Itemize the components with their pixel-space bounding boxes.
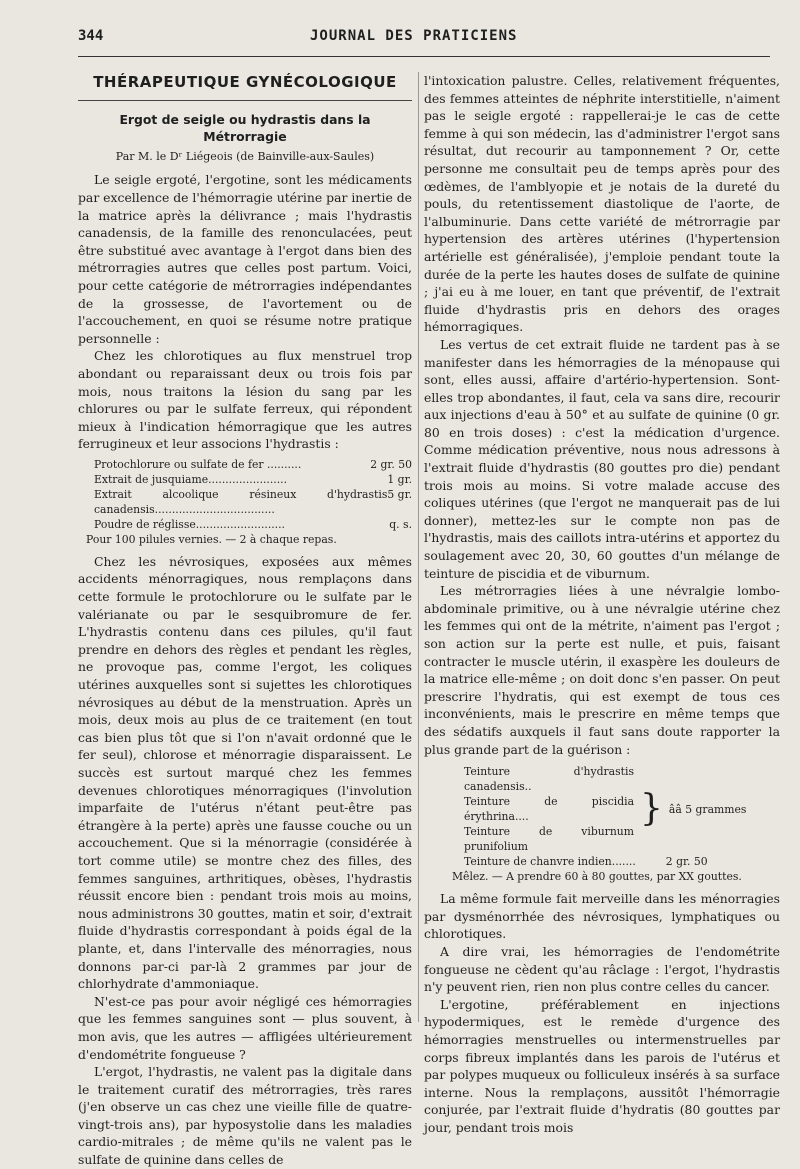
ingredient: Protochlorure ou sulfate de fer .......... xyxy=(94,457,302,471)
prescription-line xyxy=(464,854,780,869)
ingredient: Teinture de piscidia érythrina.... xyxy=(464,795,634,824)
journal-title: JOURNAL DES PRATICIENS xyxy=(310,28,518,44)
ingredient: Poudre de réglisse.......................... xyxy=(94,517,285,531)
section-rule xyxy=(78,100,412,101)
paragraph: La même formule fait merveille dans les ménorragies par dysménorrhée des névrosiques, lymphatiques ou chlorotiques. xyxy=(424,891,780,942)
paragraph: L'ergotine, préférablement en injections hypodermiques, est le remède d'urgence des hémorragies menstruelles ou intermenstruelles par corps fibreux implantés dans les parois de l'utérus et par polypes muqueux ou folliculeux insérés à sa surface interne. Nous la remplaçons, aussitôt l'hémorragie conjurée, par l'extrait fluide d'hydratis (80 gouttes par jour, pendant trois mois xyxy=(424,996,780,1135)
paragraph: N'est-ce pas pour avoir négligé ces hémorragies que les femmes sanguines sont — plus souvent, à mon avis, que les autres — affligées ultérieurement d'endométrite fongueuse ? xyxy=(78,993,412,1062)
header-rule xyxy=(78,56,770,57)
ingredient: Teinture de chanvre indien....... xyxy=(464,855,636,869)
prescription-line xyxy=(78,487,412,517)
ingredient: Teinture de viburnum prunifolium xyxy=(464,825,634,854)
paragraph: Chez les chlorotiques au flux menstruel trop abondant ou reparaissant deux ou trois fois par mois, nous traitons la lésion du sang par les chlorures ou par le sulfate ferreux, qui répondent mieux à l'indication hémorragique que les autres ferrugineux et leur associons l'hydrastis : xyxy=(78,348,412,452)
prescription-line xyxy=(78,457,412,472)
page-header xyxy=(78,28,770,50)
ingredient: Teinture d'hydrastis canadensis.. xyxy=(464,765,634,794)
dose: 2 gr. 50 xyxy=(370,457,412,471)
paragraph: Les métrorragies liées à une névralgie lombo-abdominale primitive, ou à une névralgie utérine chez les femmes qui ont de la métrite, n'aiment pas l'ergot ; son action sur la perte est nulle, et puis, faisant contracter le muscle utérin, il exaspère les douleurs de la matrice elle-même ; on doit donc s'en passer. On peut prescrire l'hydratis, qui est exempt de tous ces inconvénients, mais le prescrire en même temps que des sédatifs auxquels il faut sans doute rapporter la plus grande part de la guérison : xyxy=(424,583,780,757)
dose: q. s. xyxy=(389,517,412,531)
article-byline: Par M. le Dʳ Liégeois (de Bainville-aux-Saules) xyxy=(115,149,375,163)
dose: ââ 5 grammes xyxy=(668,802,747,816)
left-column xyxy=(78,72,412,1169)
prescription-line xyxy=(78,472,412,487)
dose: 5 gr. xyxy=(387,487,412,501)
ingredient: Extrait de jusquiame....................... xyxy=(94,472,288,486)
ingredient: Extrait alcoolique résineux d'hydrastis canadensis................................... xyxy=(94,487,388,516)
paragraph: Les vertus de cet extrait fluide ne tardent pas à se manifester dans les hémorragies de la ménopause qui sont, elles aussi, affaire d'artério-hypertension. Sont-elles trop abondantes, il faut, cela va sans dire, recourir aux injections d'eau à 50° et au sulfate de quinine (0 gr. 80 en trois doses) : c'est la médication d'urgence. Comme médication préventive, nous nous adressons à l'extrait fluide d'hydrastis (80 gouttes pro die) pendant trois mois au moins. Si votre malade accuse des coliques utérines (que l'ergot ne manquerait pas de lui donner), mettez-les sur le compte non pas de l'hydrastis, mais des caillots intra-utérins et apportez du soulagement avec 20, 30, 60 gouttes d'un mélange de teinture de piscidia et de viburnum. xyxy=(424,336,780,581)
paragraph: l'intoxication palustre. Celles, relativement fréquentes, des femmes atteintes de néphrite interstitielle, n'aiment pas le seigle ergoté : rappellerai-je le cas de cette femme à qui son médecin, las d'administrer l'ergot sans résultat, dut recourir au tamponnement ? Or, cette personne me consultait peu de temps après pour des œdèmes, de l'amblyopie et je notais de la dureté du pouls, du retentissement diastolique de l'aorte, de l'albuminurie. Dans cette variété de métrorragie par hypertension des artères utérines (l'hypertension artérielle est généralisée), j'emploie pendant toute la durée de la perte les hautes doses de sulfate de quinine ; j'ai eu à me louer, en tant que préventif, de l'extrait fluide d'hydrastis pris en dehors des orages hémorragiques. xyxy=(424,73,780,335)
article-title: Ergot de seigle ou hydrastis dans la Métrorragie xyxy=(119,111,371,145)
dose: 2 gr. 50 xyxy=(665,855,708,869)
dose: 1 gr. xyxy=(387,472,412,486)
paragraph: A dire vrai, les hémorragies de l'endométrite fongueuse ne cèdent qu'au râclage : l'ergot, l'hydrastis n'y peuvent rien, rien non plus contre celles du cancer. xyxy=(424,943,780,995)
paragraph: L'ergot, l'hydrastis, ne valent pas la digitale dans le traitement curatif des métrorragies, très rares (j'en observe un cas chez une vieille fille de quatre-vingt-trois ans), par hyposystolie dans les maladies cardio-mitrales ; de même qu'ils ne valent pas le sulfate de quinine dans celles de xyxy=(78,1064,412,1168)
right-column xyxy=(424,72,780,1136)
prescription-line xyxy=(78,517,412,532)
prescription-group xyxy=(464,764,780,854)
prescription-note: Mêlez. — A prendre 60 à 80 gouttes, par XX gouttes. xyxy=(452,870,742,884)
prescription-note: Pour 100 pilules vernies. — 2 à chaque repas. xyxy=(86,532,337,546)
section-title: THÉRAPEUTIQUE GYNÉCOLOGIQUE xyxy=(93,73,397,91)
page-number: 344 xyxy=(78,28,104,44)
prescription xyxy=(424,764,780,884)
paragraph: Le seigle ergoté, l'ergotine, sont les médicaments par excellence de l'hémorragie utérine par inertie de la matrice après la délivrance ; mais l'hydrastis canadensis, de la famille des renonculacées, peut être substitué avec avantage à l'ergot dans bien des métrorragies autres que celles post partum. Voici, pour cette catégorie de métrorragies indépendantes de la grossesse, de l'avortement ou de l'accouchement, en quoi se résume notre pratique personnelle : xyxy=(78,172,413,346)
paragraph: Chez les névrosiques, exposées aux mêmes accidents ménorragiques, nous remplaçons dans cette formule le protochlorure ou le sulfate par le valérianate ou par le sesquibromure de fer. L'hydrastis contenu dans ces pilules, qu'il faut prendre en dehors des règles et pendant les règles, ne provoque pas, comme l'ergot, les coliques utérines auxquelles sont si sujettes les chlorotiques névrosiques au début de la menstruation. Après un mois, deux mois au plus de ce traitement (en tout cas bien plus tôt que si l'on n'avait ordonné que le fer seul), chlorose et ménorragie disparaissent. Le succès est surtout marqué chez les femmes devenues chlorotiques ménorragiques (l'involution imparfaite de l'utérus n'étant peut-être pas étrangère à la perte) après une fausse couche ou un accouchement. Que si la ménorragie (considérée à tort comme utile) se montre chez des filles, des femmes sanguines, arthritiques, obèses, l'hydrastis réussit encore bien : pendant trois mois au moins, nous administrons 30 gouttes, matin et soir, d'extrait fluide d'hydrastis correspondant à poids égal de la plante, et, dans l'intervalle des ménorragies, nous donnons par-ci par-là 2 grammes par jour de chlorhydrate d'ammoniaque. xyxy=(78,553,412,992)
brace-glyph: } xyxy=(640,788,663,830)
prescription xyxy=(78,457,412,547)
column-divider xyxy=(418,72,419,1022)
